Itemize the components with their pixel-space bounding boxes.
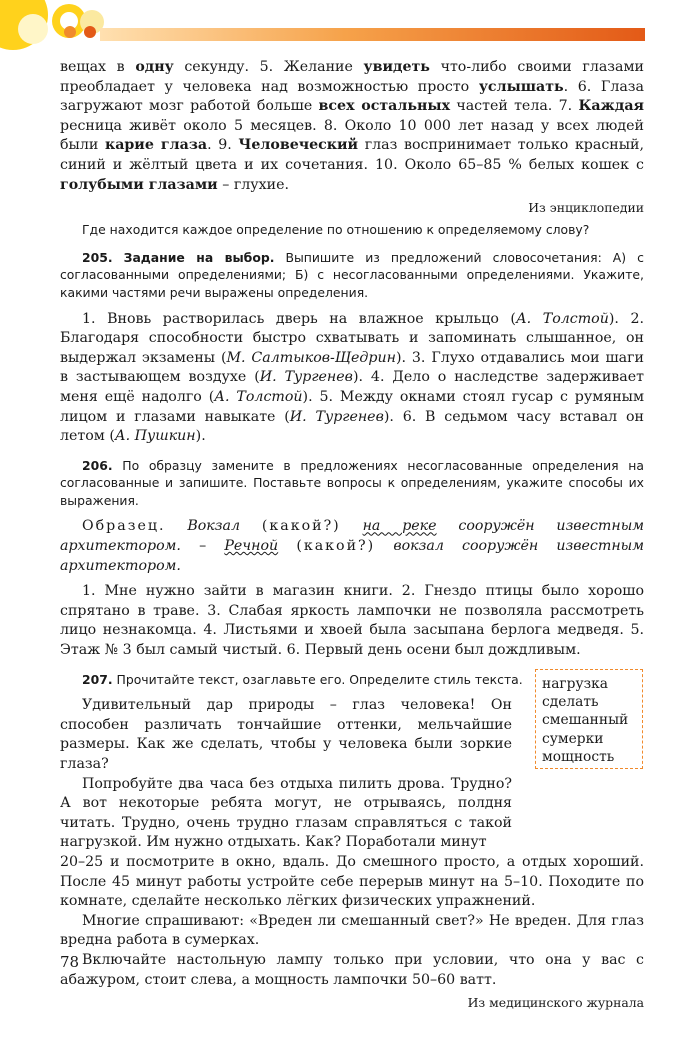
header-decoration xyxy=(0,0,700,60)
encyclopedia-paragraph: вещах в одну секунду. 5. Желание увидеть что-либо своими глазами преобладает у человека над возможностью просто услышать. 6. Глаза загружают мозг работой больше всех остальных частей тела. 7. Каждая ресница живёт около 5 месяцев. 8. Около 10 000 лет назад у всех людей были карие глаза. 9. Человеческий глаз воспринимает только красный, синий и жёлтый цвета и их сочетания. 10. Около 65–85 % белых кошек с голубыми глазами – глухие. xyxy=(60,59,645,193)
vocabulary-word: мощность xyxy=(542,748,615,765)
exercise-206: 1. Мне нужно зайти в магазин книги. 2. Гнездо птицы было хорошо спрятано в траве. 3. Слабая яркость лампочки не позволяла рассмотреть лицо незнакомца. 4. Листьями и хвоей была засыпана берлога медведя. 5. Этаж № 3 был самый чистый. 6. Первый день осени был дождливым. xyxy=(60,583,644,659)
text-207-paragraph-1: Удивительный дар природы – глаз человека! Он способен различать тончайшие оттенки, мельчайшие размеры. Как же сделать, чтобы у человека были зоркие глаза? xyxy=(60,697,512,772)
task-205: 205. Задание на выбор. Выпишите из предложений словосочетания: А) с согласованными определениями; Б) с несогласованными определениями. Укажите, какими частями речи выражены определения. xyxy=(60,249,644,300)
page-number: 78 xyxy=(60,953,80,971)
task-206: 206. По образцу замените в предложениях несогласованные определения на согласованные и запишите. Поставьте вопросы к определениям, укажите способы их выражения. xyxy=(60,457,644,508)
vocabulary-word: сумерки xyxy=(542,730,604,747)
source-medical-journal: Из медицинского журнала xyxy=(467,995,644,1011)
page-content xyxy=(60,58,644,1012)
sample-206: Образец. Вокзал (какой?) на реке сооружён известным архитектором. – Речной (какой?) вокзал сооружён известным архитектором. xyxy=(60,518,645,574)
exercise-205: 1. Вновь растворилась дверь на влажное крыльцо (А. Толстой). 2. Благодаря способности быстро схватывать и запоминать слышанное, он выдержал экзамены (М. Салтыков-Щедрин). 3. Глухо отдавались мои шаги в застывающем воздухе (И. Тургенев). 4. Дело о наследстве задерживает меня ещё надолго (А. Толстой). 5. Между окнами стоял гусар с румяным лицом и глазами навыкате (И. Тургенев). 6. В седьмом часу вставал он летом (А. Пушкин). xyxy=(60,310,645,445)
text-207-paragraph-2b: 20–25 и посмотрите в окно, вдаль. До смешного просто, а отдых хороший. После 45 минут работы устройте себе перерыв минут на 5–10. Походите по комнате, сделайте несколько лёгких физических упражнений. xyxy=(60,853,644,910)
decor-circle-icon xyxy=(18,14,48,44)
task-207: 207. Прочитайте текст, озаглавьте его. Определите стиль текста. xyxy=(82,671,523,687)
question-1: Где находится каждое определение по отношению к определяемому слову? xyxy=(82,222,590,238)
vocabulary-word: сделать xyxy=(542,694,599,711)
source-encyclopedia: Из энциклопедии xyxy=(528,200,644,216)
text-207-paragraph-4: Включайте настольную лампу только при условии, что она у вас с абажуром, стоит слева, а мощность лампочки 50–60 ватт. xyxy=(60,951,644,988)
vocabulary-word: смешанный xyxy=(542,712,629,729)
decor-circle-icon xyxy=(84,26,96,38)
decor-circle-icon xyxy=(64,26,76,38)
text-207-paragraph-3: Многие спрашивают: «Вреден ли смешанный свет?» Не вреден. Для глаз вредна работа в сумерках. xyxy=(60,912,644,949)
vocabulary-box xyxy=(535,669,643,769)
text-207-paragraph-2a: Попробуйте два часа без отдыха пилить дрова. Трудно? А вот некоторые ребята могут, не отрываясь, полдня читать. Трудно, очень трудно глазам справляться с такой нагрузкой. Им нужно отдыхать. Как? Поработали минут xyxy=(60,775,512,851)
header-bar xyxy=(100,28,645,41)
vocabulary-word: нагрузка xyxy=(542,676,608,692)
